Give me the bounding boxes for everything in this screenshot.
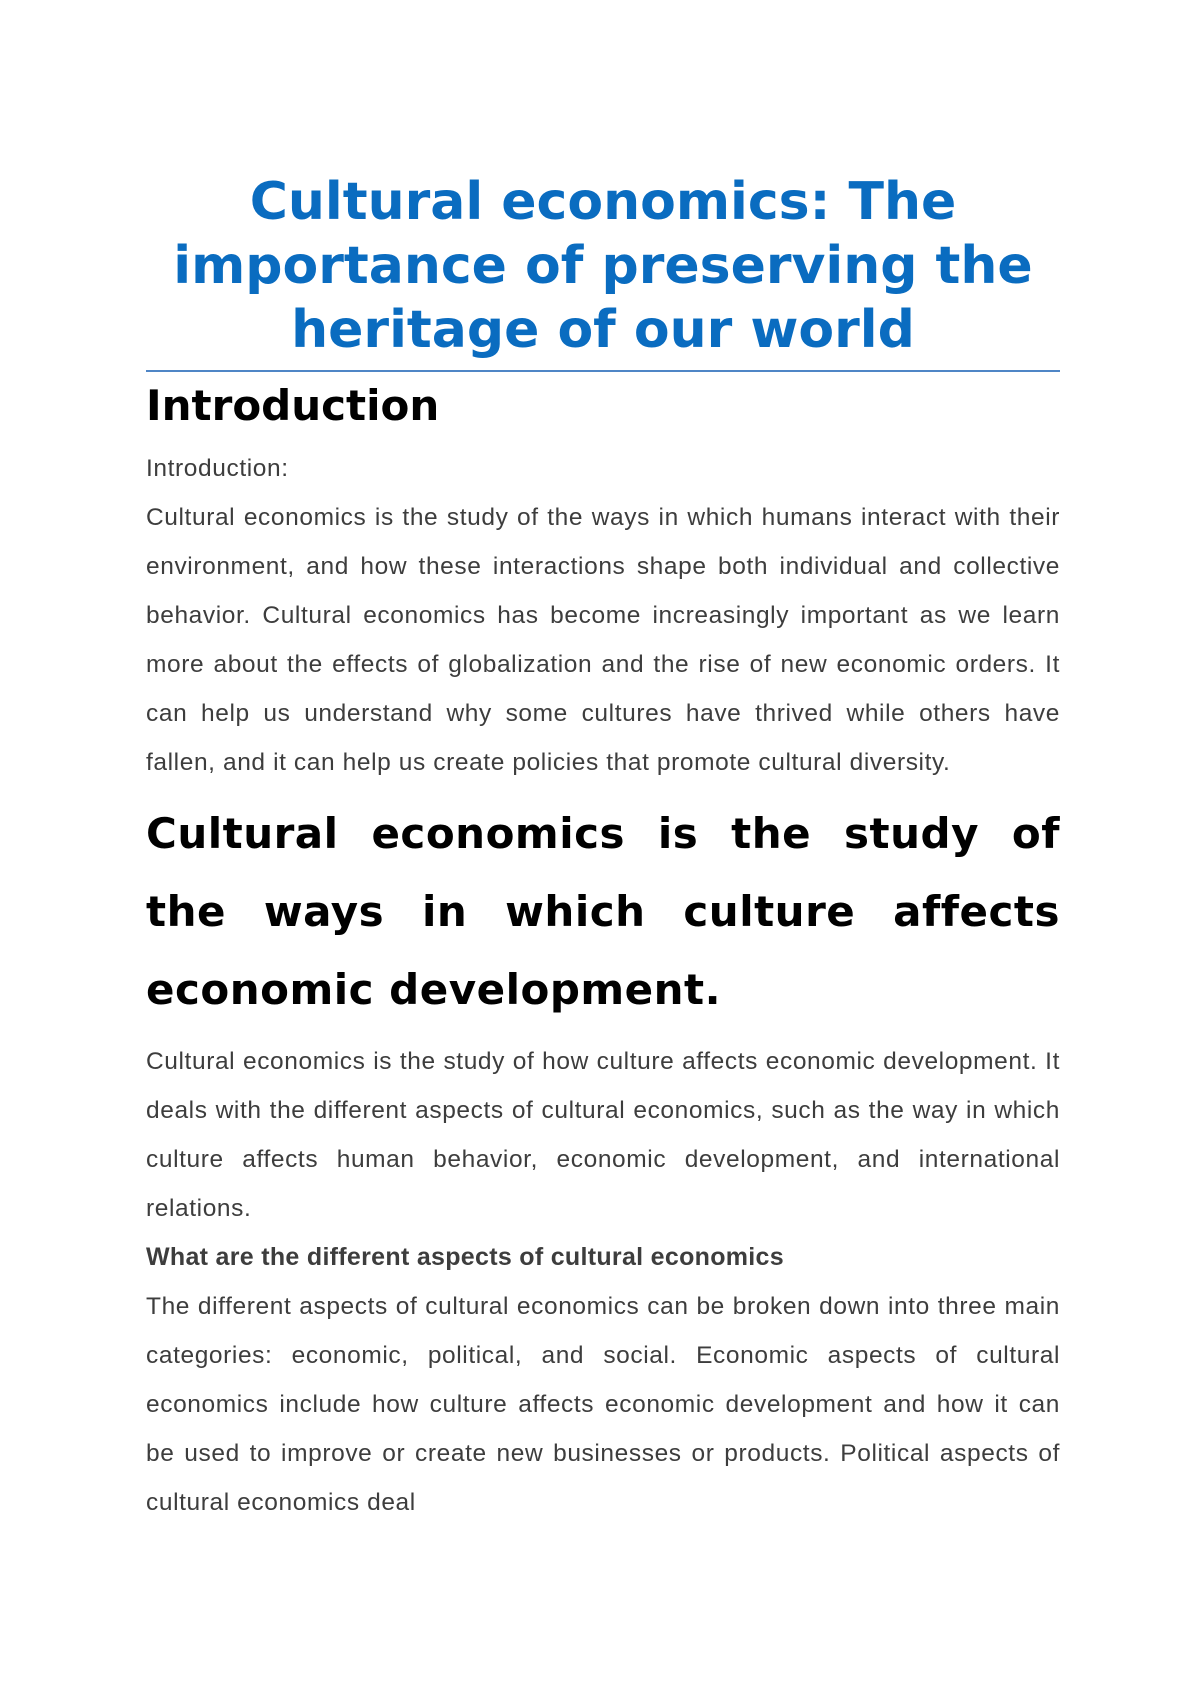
introduction-heading: Introduction: [146, 381, 440, 430]
aspects-paragraph: The different aspects of cultural economics can be broken down into three main categories: economic, political, and social. Economic aspects of cultural economics include how culture affects economic development and how it can be used to improve or create new businesses or products. Political aspects of cultural economics deal: [146, 1293, 1060, 1516]
introduction-label: Introduction:: [146, 455, 289, 482]
document-body: [146, 170, 1060, 1527]
main-heading: Cultural economics is the study of the ways in which culture affects economic development.: [146, 809, 1060, 1014]
document-title: Cultural economics: The importance of preserving the heritage of our world: [146, 170, 1060, 372]
main-paragraph: Cultural economics is the study of how culture affects economic development. It deals with the different aspects of cultural economics, such as the way in which culture affects human behavior, economic development, and international relations.: [146, 1048, 1060, 1222]
aspects-heading: What are the different aspects of cultural economics: [146, 1243, 784, 1271]
introduction-paragraph: Cultural economics is the study of the ways in which humans interact with their environment, and how these interactions shape both individual and collective behavior. Cultural economics has become increasingly important as we learn more about the effects of globalization and the rise of new economic orders. It can help us understand why some cultures have thrived while others have fallen, and it can help us create policies that promote cultural diversity.: [146, 504, 1060, 776]
